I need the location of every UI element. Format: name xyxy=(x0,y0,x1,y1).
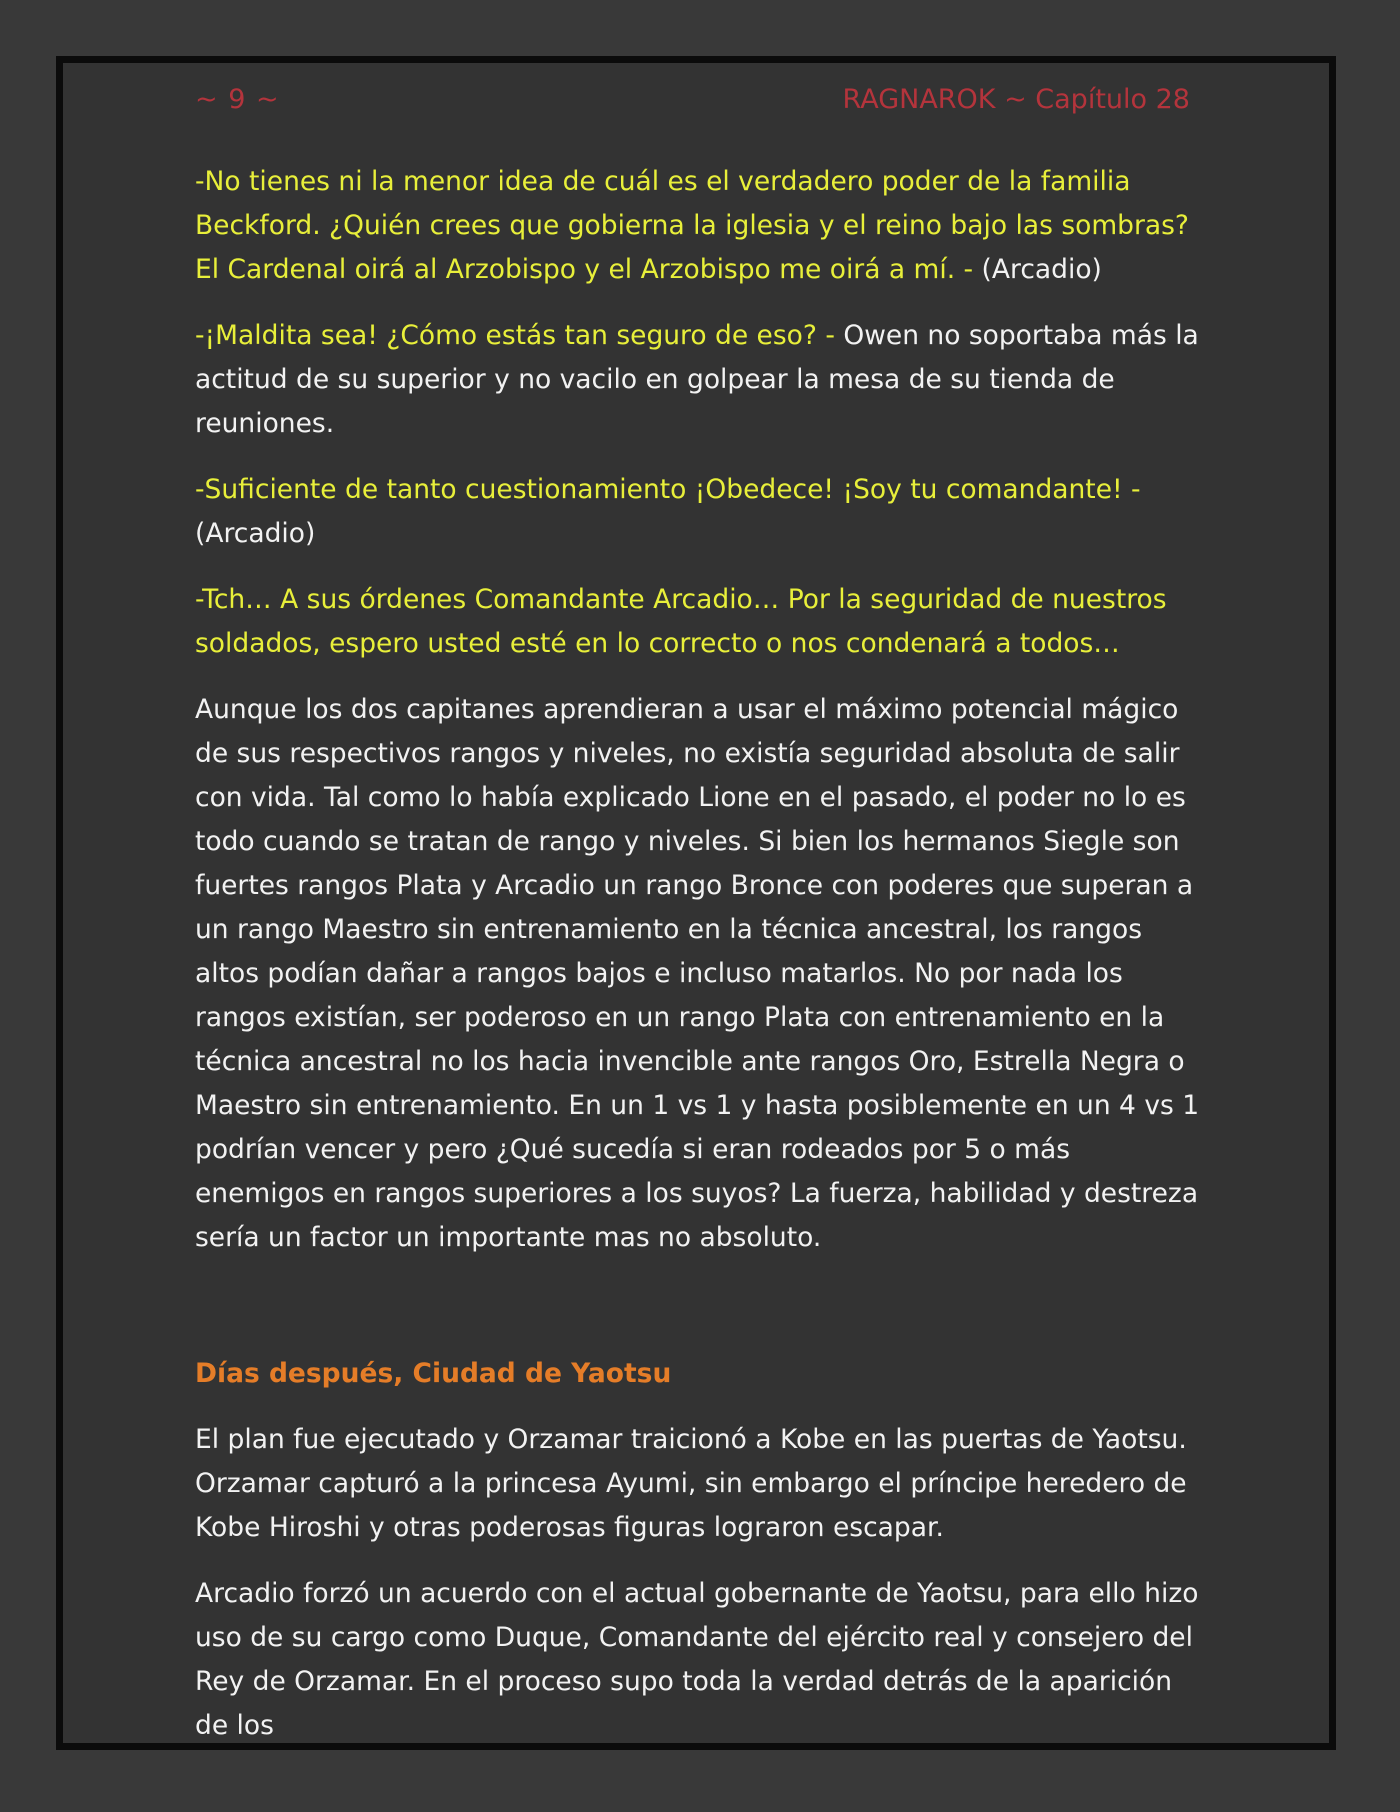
document-body xyxy=(195,160,1205,1770)
dialog-text: -¡Maldita sea! ¿Cómo estás tan seguro de eso? - xyxy=(195,320,844,351)
dialog-text: -No tienes ni la menor idea de cuál es el verdadero poder de la familia Beckford. ¿Quién crees que gobierna la iglesia y el reino bajo las sombras? El Cardenal oirá al Arzobispo y el Arzobispo me oirá a mí. - xyxy=(195,166,1189,285)
paragraph-4: -Tch… A sus órdenes Comandante Arcadio… Por la seguridad de nuestros soldados, espero usted esté en lo correcto o nos condenará a todos… xyxy=(195,584,1167,659)
paragraph-3 xyxy=(195,468,1205,556)
paragraph-5: Aunque los dos capitanes aprendieran a usar el máximo potencial mágico de sus respectivos rangos y niveles, no existía seguridad absoluta de salir con vida. Tal como lo había explicado Lione en el pasado, el poder no lo es todo cuando se tratan de rango y niveles. Si bien los hermanos Siegle son fuertes rangos Plata y Arcadio un rango Bronce con poderes que superan a un rango Maestro sin entrenamiento en la técnica ancestral, los rangos altos podían dañar a rangos bajos e incluso matarlos. No por nada los rangos existían, ser poderoso en un rango Plata con entrenamiento en la técnica ancestral no los hacia invencible ante rangos Oro, Estrella Negra o Maestro sin entrenamiento. En un 1 vs 1 y hasta posiblemente en un 4 vs 1 podrían vencer y pero ¿Qué sucedía si eran rodeados por 5 o más enemigos en rangos superiores a los suyos? La fuerza, habilidad y destreza sería un factor un importante mas no absoluto. xyxy=(195,694,1200,1253)
paragraph-1 xyxy=(195,160,1205,292)
dialog-text: -Suficiente de tanto cuestionamiento ¡Obedece! ¡Soy tu comandante! - xyxy=(195,474,1141,505)
speaker-tag: (Arcadio) xyxy=(195,518,316,549)
paragraph-7: Arcadio forzó un acuerdo con el actual gobernante de Yaotsu, para ello hizo uso de su cargo como Duque, Comandante del ejército real y consejero del Rey de Orzamar. En el proceso supo toda la verdad detrás de la aparición de los xyxy=(195,1578,1199,1741)
paragraph-2 xyxy=(195,314,1205,446)
paragraph-6: El plan fue ejecutado y Orzamar traicionó a Kobe en las puertas de Yaotsu. Orzamar capturó a la princesa Ayumi, sin embargo el príncipe heredero de Kobe Hiroshi y otras poderosas figuras lograron escapar. xyxy=(195,1424,1187,1543)
chapter-title: RAGNAROK ~ Capítulo 28 xyxy=(842,84,1190,115)
speaker-tag: (Arcadio) xyxy=(981,254,1102,285)
page-number: ~ 9 ~ xyxy=(195,84,280,115)
section-heading: Días después, Ciudad de Yaotsu xyxy=(195,1358,672,1389)
narration-text: Owen no soportaba más la actitud de su superior y no vacilo en golpear la mesa de su tienda de reuniones. xyxy=(195,320,1199,439)
